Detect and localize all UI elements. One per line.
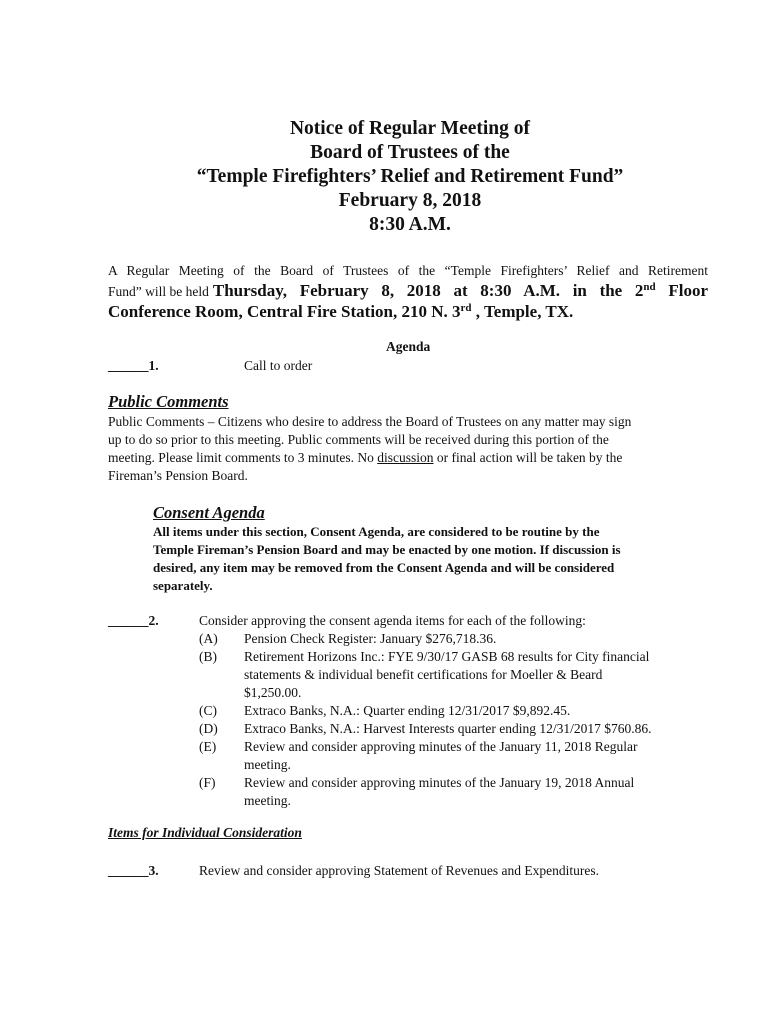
intro-datetime-text: Thursday, February 8, 2018 at 8:30 A.M. in the 2 [212, 281, 644, 300]
subitem-letter: (A) [199, 631, 218, 646]
item-2-number: ______2. [108, 613, 159, 628]
consent-agenda-description [153, 523, 708, 595]
title-line-1: Notice of Regular Meeting of [289, 118, 531, 139]
subitem-text-line: Pension Check Register: January $276,718.36. [244, 631, 497, 646]
title-line-4: February 8, 2018 [338, 190, 482, 211]
individual-consideration-heading: Items for Individual Consideration [108, 825, 302, 840]
item-1-text: Call to order [244, 358, 313, 373]
notice-title [0, 117, 770, 237]
subitem-text-line: Review and consider approving minutes of the January 11, 2018 Regular [244, 739, 638, 754]
subitem-letter: (F) [199, 775, 216, 790]
subitem-text-line: Retirement Horizons Inc.: FYE 9/30/17 GASB 68 results for City financial [244, 649, 650, 664]
consent-agenda-heading: Consent Agenda [153, 503, 265, 522]
intro-location-text: Conference Room, Central Fire Station, 210 N. 3 [108, 302, 461, 321]
consent-line-2: Temple Fireman’s Pension Board and may be enacted by one motion. If discussion is [153, 542, 621, 557]
public-comments-heading: Public Comments [108, 392, 229, 411]
consent-line-3: desired, any item may be removed from the Consent Agenda and will be considered [153, 560, 615, 575]
intro-line-2-start: Fund” will be held [108, 284, 209, 299]
public-comments-text [108, 413, 708, 485]
intro-sup-nd: nd [643, 281, 656, 293]
public-comments-line-3-end: or final action will be taken by the [433, 450, 623, 465]
item-1-number: ______1. [108, 358, 159, 373]
item-3-number: ______3. [108, 863, 159, 878]
subitem-text-line: meeting. [244, 793, 291, 808]
intro-line-1: A Regular Meeting of the Board of Trustees of the “Temple Firefighters’ Relief and Retirement [108, 263, 708, 278]
subitem-letter: (C) [199, 703, 217, 718]
subitem-text-line: $1,250.00. [244, 685, 302, 700]
subitem-text [244, 648, 704, 702]
subitem-text-line: meeting. [244, 757, 291, 772]
subitem-text [244, 738, 704, 774]
subitem-text-line: Extraco Banks, N.A.: Quarter ending 12/31/2017 $9,892.45. [244, 703, 571, 718]
subitem-text [244, 630, 704, 648]
public-comments-line-3-start: meeting. Please limit comments to 3 minutes. No [108, 450, 378, 465]
consent-line-1: All items under this section, Consent Agenda, are considered to be routine by the [153, 524, 600, 539]
subitem-text-line: statements & individual benefit certifications for Moeller & Beard [244, 667, 603, 682]
subitem-letter: (D) [199, 721, 218, 736]
intro-floor-text: Floor [655, 281, 709, 300]
intro-city-text: , Temple, TX. [471, 302, 574, 321]
intro-sup-rd: rd [460, 302, 472, 314]
title-line-2: Board of Trustees of the [310, 142, 510, 163]
intro-line-2-datetime [213, 281, 708, 301]
item-2-text: Consider approving the consent agenda items for each of the following: [199, 613, 586, 628]
public-comments-line-3 [108, 449, 708, 467]
public-comments-line-2: up to do so prior to this meeting. Public comments will be received during this portion of the [108, 432, 609, 447]
meeting-intro-paragraph [108, 261, 708, 322]
subitem-text [244, 774, 704, 810]
intro-line-3-location [108, 302, 708, 322]
item-3-text: Review and consider approving Statement of Revenues and Expenditures. [199, 863, 600, 878]
title-line-5: 8:30 A.M. [369, 214, 451, 235]
discussion-word: discussion [377, 450, 434, 465]
subitem-letter: (B) [199, 649, 217, 664]
consent-line-4: separately. [153, 578, 213, 593]
agenda-heading: Agenda [386, 339, 431, 354]
subitem-text [244, 702, 704, 720]
subitem-letter: (E) [199, 739, 217, 754]
subitem-text-line: Review and consider approving minutes of the January 19, 2018 Annual [244, 775, 635, 790]
subitem-text [244, 720, 704, 738]
public-comments-line-1: Public Comments – Citizens who desire to address the Board of Trustees on any matter may sign [108, 414, 632, 429]
intro-line-2 [108, 281, 708, 302]
title-line-3: “Temple Firefighters’ Relief and Retirement Fund” [196, 166, 624, 187]
public-comments-line-4: Fireman’s Pension Board. [108, 468, 248, 483]
subitem-text-line: Extraco Banks, N.A.: Harvest Interests quarter ending 12/31/2017 $760.86. [244, 721, 652, 736]
